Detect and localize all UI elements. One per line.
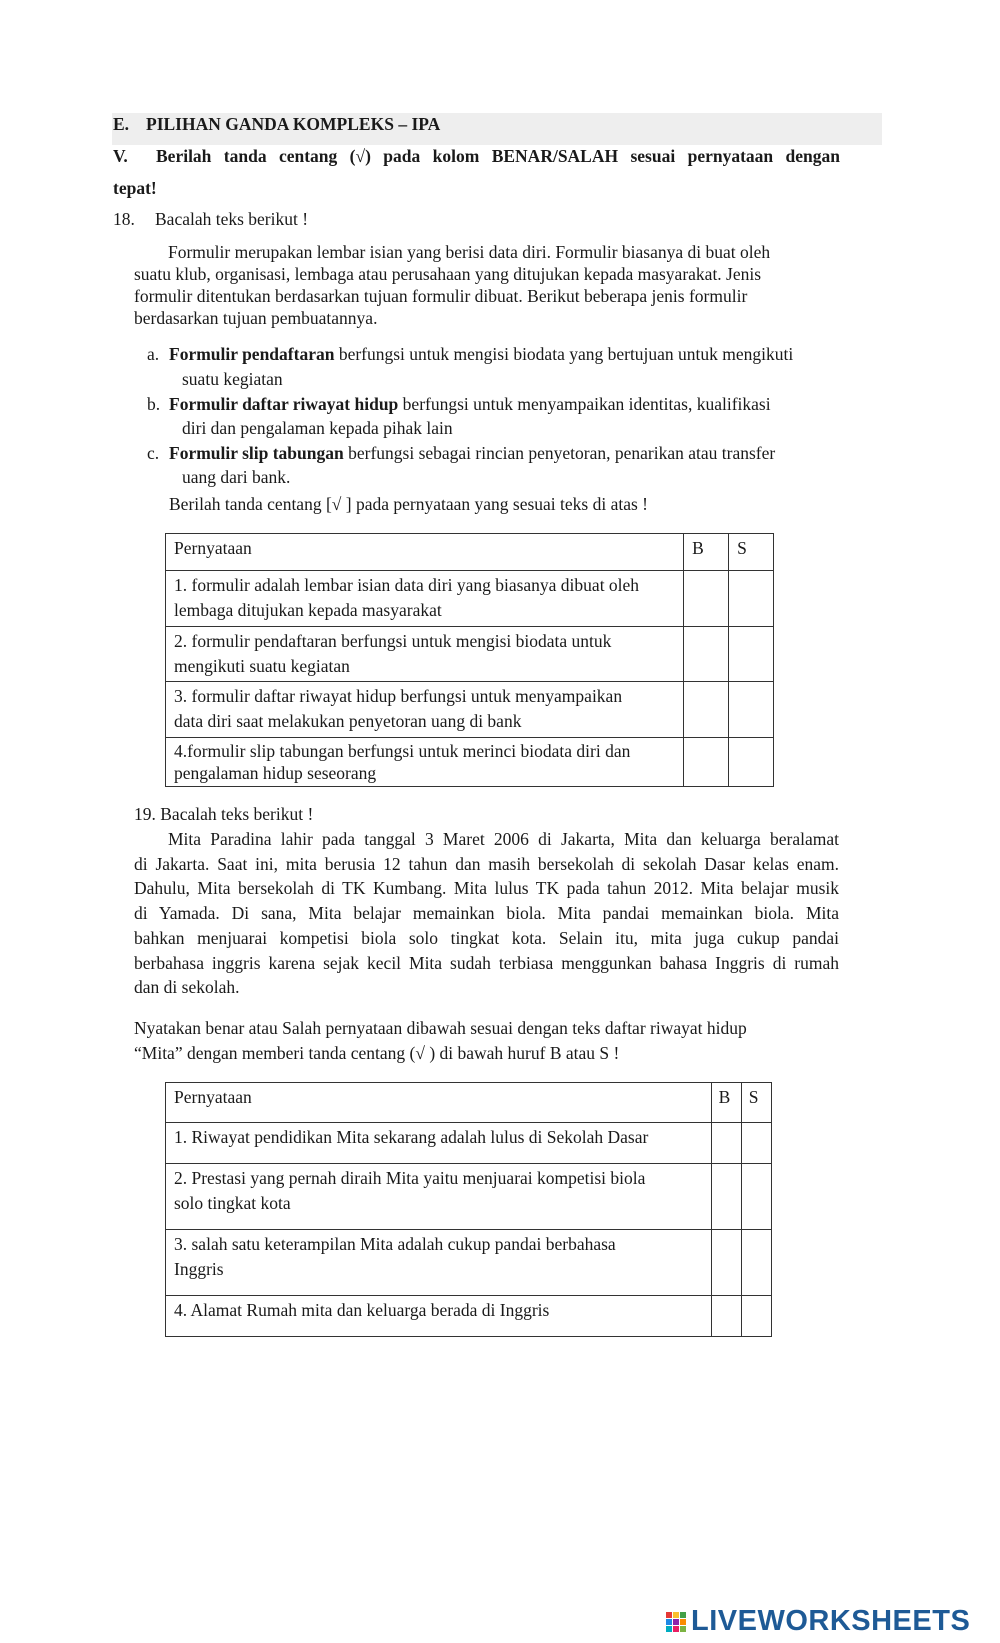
statement-cell bbox=[166, 1164, 712, 1230]
statement-header: Pernyataan bbox=[166, 1083, 712, 1123]
statement-cell bbox=[166, 1296, 712, 1337]
statement-line: 1. formulir adalah lembar isian data diri yang biasanya dibuat oleh bbox=[174, 575, 640, 595]
statement-line: 2. formulir pendaftaran berfungsi untuk mengisi biodata untuk bbox=[174, 631, 612, 651]
table-row bbox=[166, 1296, 772, 1337]
q19-table bbox=[165, 1082, 772, 1337]
q18-passage-line-1: Formulir merupakan lembar isian yang berisi data diri. Formulir biasanya di buat oleh bbox=[168, 242, 771, 262]
statement-cell bbox=[166, 627, 684, 682]
statement-cell bbox=[166, 682, 684, 738]
s-answer-cell[interactable] bbox=[741, 1230, 771, 1296]
statement-cell bbox=[166, 1123, 712, 1164]
q19-passage-line-2: di Jakarta. Saat ini, mita berusia 12 tahun dan masih bersekolah di sekolah Dasar kelas enam. bbox=[134, 854, 839, 874]
q18-item-b-letter: b. bbox=[147, 394, 161, 414]
b-answer-cell[interactable] bbox=[711, 1164, 741, 1230]
q19-prompt-line-2: “Mita” dengan memberi tanda centang (√ ) di bawah huruf B atau S ! bbox=[134, 1043, 620, 1063]
s-answer-cell[interactable] bbox=[741, 1123, 771, 1164]
table-row bbox=[166, 682, 774, 738]
q18-item-a-desc: berfungsi untuk mengisi biodata yang bertujuan untuk mengikuti bbox=[334, 344, 794, 364]
table-row bbox=[166, 1164, 772, 1230]
q18-item-a-cont: suatu kegiatan bbox=[182, 369, 283, 389]
logo-square bbox=[680, 1626, 686, 1632]
b-header: B bbox=[711, 1083, 741, 1123]
instruction-line-1: Berilah tanda centang (√) pada kolom BENAR/SALAH sesuai pernyataan dengan bbox=[156, 146, 840, 166]
b-answer-cell[interactable] bbox=[684, 682, 729, 738]
q18-passage-line-3: formulir ditentukan berdasarkan tujuan formulir dibuat. Berikut beberapa jenis formulir bbox=[134, 286, 748, 306]
liveworksheets-logo bbox=[666, 1605, 970, 1638]
b-answer-cell[interactable] bbox=[684, 738, 729, 787]
logo-square bbox=[680, 1619, 686, 1625]
s-answer-cell[interactable] bbox=[729, 738, 774, 787]
statement-line: mengikuti suatu kegiatan bbox=[174, 656, 350, 676]
q19-passage-line-5: bahkan menjuarai kompetisi biola solo tingkat kota. Selain itu, mita juga cukup pandai bbox=[134, 928, 839, 948]
q19-passage-line-6: berbahasa inggris karena sejak kecil Mita sudah terbiasa menggunkan bahasa Inggris di rumah bbox=[134, 953, 839, 973]
logo-square bbox=[680, 1612, 686, 1618]
logo-grid-icon bbox=[666, 1612, 686, 1632]
b-header: B bbox=[684, 534, 729, 571]
s-answer-cell[interactable] bbox=[729, 627, 774, 682]
q18-item-c-letter: c. bbox=[147, 443, 160, 463]
q19-passage-line-1: Mita Paradina lahir pada tanggal 3 Maret 2006 di Jakarta, Mita dan keluarga beralamat bbox=[168, 829, 839, 849]
statement-line: lembaga ditujukan kepada masyarakat bbox=[174, 600, 442, 620]
q18-item-a bbox=[169, 344, 793, 365]
logo-square bbox=[666, 1626, 672, 1632]
b-answer-cell[interactable] bbox=[684, 571, 729, 627]
q18-item-b-desc: berfungsi untuk menyampaikan identitas, kualifikasi bbox=[398, 394, 771, 414]
s-header: S bbox=[741, 1083, 771, 1123]
statement-line: data diri saat melakukan penyetoran uang di bank bbox=[174, 711, 522, 731]
q18-passage-line-2: suatu klub, organisasi, lembaga atau perusahaan yang ditujukan kepada masyarakat. Jenis bbox=[134, 264, 762, 284]
statement-line: 1. Riwayat pendidikan Mita sekarang adalah lulus di Sekolah Dasar bbox=[174, 1127, 649, 1147]
statement-cell bbox=[166, 1230, 712, 1296]
statement-line: 3. salah satu keterampilan Mita adalah cukup pandai berbahasa bbox=[174, 1234, 616, 1254]
statement-line: solo tingkat kota bbox=[174, 1193, 291, 1213]
logo-square bbox=[666, 1619, 672, 1625]
section-letter: E. bbox=[113, 114, 130, 134]
table-row bbox=[166, 1230, 772, 1296]
logo-text: LIVEWORKSHEETS bbox=[691, 1605, 971, 1637]
instruction-number: V. bbox=[113, 146, 128, 166]
q19-passage-line-3: Dahulu, Mita bersekolah di TK Kumbang. Mita lulus TK pada tahun 2012. Mita belajar musik bbox=[134, 878, 839, 898]
table-row bbox=[166, 738, 774, 787]
q18-item-b bbox=[169, 394, 771, 415]
logo-square bbox=[673, 1626, 679, 1632]
table-header-row bbox=[166, 534, 774, 571]
table-header-row bbox=[166, 1083, 772, 1123]
logo-square bbox=[673, 1619, 679, 1625]
q18-item-c-desc: berfungsi sebagai rincian penyetoran, penarikan atau transfer bbox=[343, 443, 776, 463]
statement-line: pengalaman hidup seseorang bbox=[174, 763, 377, 783]
b-answer-cell[interactable] bbox=[711, 1230, 741, 1296]
b-answer-cell[interactable] bbox=[684, 627, 729, 682]
q18-item-c-cont: uang dari bank. bbox=[182, 467, 291, 487]
q18-item-b-cont: diri dan pengalaman kepada pihak lain bbox=[182, 418, 453, 438]
statement-cell bbox=[166, 571, 684, 627]
s-header: S bbox=[729, 534, 774, 571]
table-row bbox=[166, 627, 774, 682]
statement-cell bbox=[166, 738, 684, 787]
statement-line: 2. Prestasi yang pernah diraih Mita yaitu menjuarai kompetisi biola bbox=[174, 1168, 646, 1188]
q18-number: 18. bbox=[113, 209, 135, 229]
s-answer-cell[interactable] bbox=[741, 1296, 771, 1337]
q19-passage-line-4: di Yamada. Di sana, Mita belajar memainkan biola. Mita pandai memainkan biola. Mita bbox=[134, 903, 839, 923]
s-answer-cell[interactable] bbox=[729, 682, 774, 738]
table-row bbox=[166, 1123, 772, 1164]
statement-line: Inggris bbox=[174, 1259, 224, 1279]
statement-line: 4. Alamat Rumah mita dan keluarga berada di Inggris bbox=[174, 1300, 550, 1320]
q18-passage-line-4: berdasarkan tujuan pembuatannya. bbox=[134, 308, 378, 328]
b-answer-cell[interactable] bbox=[711, 1123, 741, 1164]
q18-item-a-term: Formulir pendaftaran bbox=[169, 344, 335, 364]
q19-passage-line-7: dan di sekolah. bbox=[134, 977, 240, 997]
q18-lead: Bacalah teks berikut ! bbox=[155, 209, 309, 229]
logo-square bbox=[666, 1612, 672, 1618]
logo-square bbox=[673, 1612, 679, 1618]
statement-header: Pernyataan bbox=[166, 534, 684, 571]
s-answer-cell[interactable] bbox=[741, 1164, 771, 1230]
q18-table bbox=[165, 533, 774, 787]
q18-item-a-letter: a. bbox=[147, 344, 160, 364]
q19-lead: 19. Bacalah teks berikut ! bbox=[134, 804, 314, 824]
instruction-line-2: tepat! bbox=[113, 178, 157, 198]
b-answer-cell[interactable] bbox=[711, 1296, 741, 1337]
statement-line: 4.formulir slip tabungan berfungsi untuk merinci biodata diri dan bbox=[174, 741, 631, 761]
q18-prompt: Berilah tanda centang [√ ] pada pernyataan yang sesuai teks di atas ! bbox=[169, 494, 648, 514]
statement-line: 3. formulir daftar riwayat hidup berfungsi untuk menyampaikan bbox=[174, 686, 623, 706]
table-row bbox=[166, 571, 774, 627]
q18-item-c bbox=[169, 443, 775, 464]
q18-item-c-term: Formulir slip tabungan bbox=[169, 443, 344, 463]
s-answer-cell[interactable] bbox=[729, 571, 774, 627]
q19-prompt-line-1: Nyatakan benar atau Salah pernyataan dibawah sesuai dengan teks daftar riwayat hidup bbox=[134, 1018, 747, 1038]
q18-item-b-term: Formulir daftar riwayat hidup bbox=[169, 394, 399, 414]
section-title: PILIHAN GANDA KOMPLEKS – IPA bbox=[146, 114, 441, 134]
